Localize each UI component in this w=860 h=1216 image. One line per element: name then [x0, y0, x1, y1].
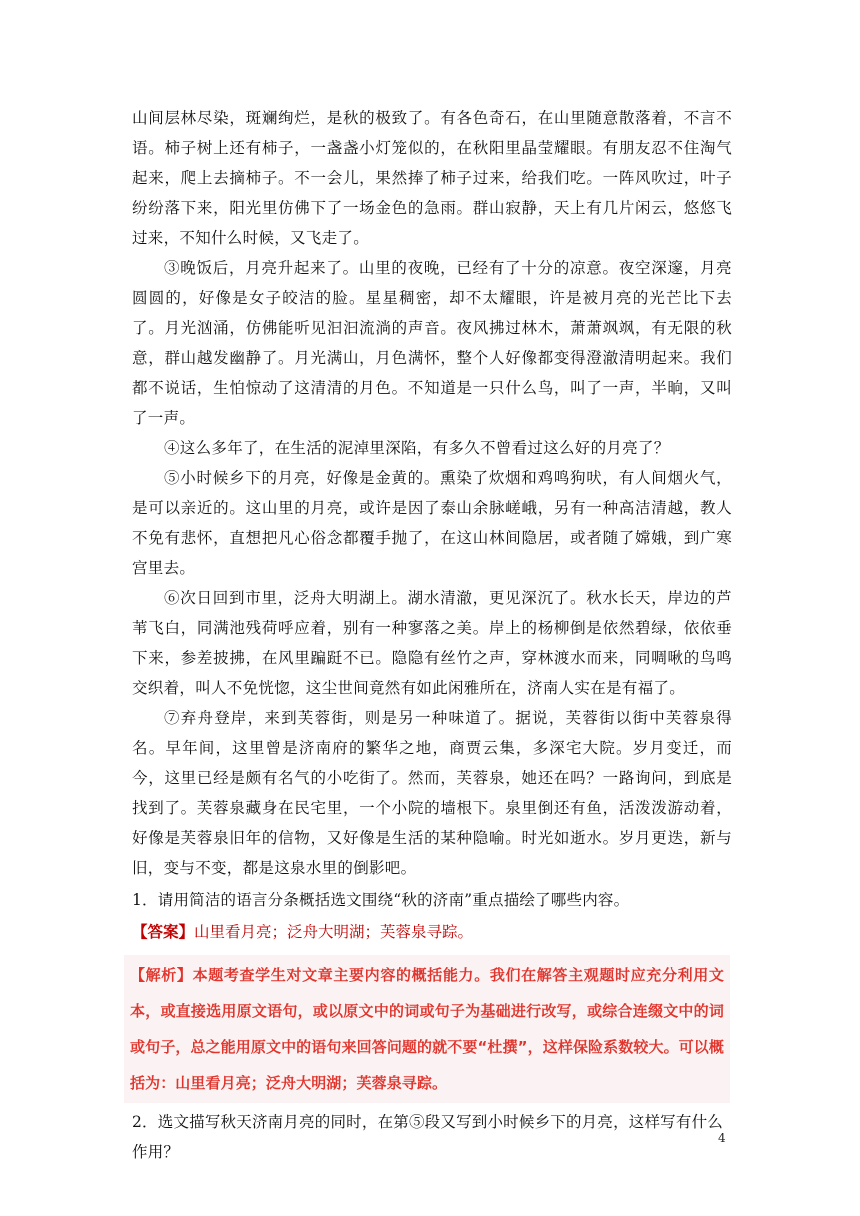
paragraph-7: ⑦弃舟登岸，来到芙蓉街，则是另一种味道了。据说，芙蓉街以街中芙蓉泉得名。早年间，这里曾是济南府的繁华之地，商贾云集，多深宅大院。岁月变迁，而今，这里已经是颇有名气的小吃街了。然而，芙蓉泉，她还在吗？一路询问，到底是找到了。芙蓉泉藏身在民宅里，一个小院的墙根下。泉里倒还有鱼，活泼泼游动着，好像是芙蓉泉旧年的信物，又好像是生活的某种隐喻。时光如逝水。岁月更迭，新与旧，变与不变，都是这泉水里的倒影吧。: [132, 709, 732, 877]
question-1: 1．请用简洁的语言分条概括选文围绕“秋的济南”重点描绘了哪些内容。: [132, 891, 630, 909]
answer-1: [132, 917, 732, 947]
paragraph-1: 山间层林尽染，斑斓绚烂，是秋的极致了。有各色奇石，在山里随意散落着，不言不语。柿子树上还有柿子，一盏盏小灯笼似的，在秋阳里晶莹耀眼。有朋友忍不住淘气起来，爬上去摘柿子。不一会儿，果然捧了柿子过来，给我们吃。一阵风吹过，叶子纷纷落下来，阳光里仿佛下了一场金色的急雨。群山寂静，天上有几片闲云，悠悠飞过来，不知什么时候，又飞走了。: [132, 109, 732, 247]
page-number: 4: [718, 1131, 726, 1145]
paragraph-5: ⑤小时候乡下的月亮，好像是金黄的。熏染了炊烟和鸡鸣狗吠，有人间烟火气，是可以亲近的。这山里的月亮，或许是因了泰山余脉嵯峨，另有一种高洁清越，教人不免有悲怀，直想把凡心俗念都覆手抛了，在这山林间隐居，或者随了嫦娥，到广寒宫里去。: [132, 469, 732, 577]
paragraph-6: ⑥次日回到市里，泛舟大明湖上。湖水清澈，更见深沉了。秋水长天，岸边的芦苇飞白，同满池残荷呼应着，别有一种寥落之美。岸上的杨柳倒是依然碧绿，依依垂下来，参差披拂，在风里蹁跹不已。隐隐有丝竹之声，穿林渡水而来，同啁啾的鸟鸣交织着，叫人不免恍惚，这尘世间竟然有如此闲雅所在，济南人实在是有福了。: [132, 589, 732, 697]
paragraph-3: ③晚饭后，月亮升起来了。山里的夜晚，已经有了十分的凉意。夜空深邃，月亮圆圆的，好像是女子皎洁的脸。星星稠密，却不太耀眼，许是被月亮的光芒比下去了。月光汹涌，仿佛能听见汩汩流淌的声音。夜风拂过林木，萧萧飒飒，有无限的秋意，群山越发幽静了。月光满山，月色满怀，整个人好像都变得澄澈清明起来。我们都不说话，生怕惊动了这清清的月色。不知道是一只什么鸟，叫了一声，半晌，又叫了一声。: [132, 259, 732, 427]
analysis-block: 【解析】本题考查学生对文章主要内容的概括能力。我们在解答主观题时应充分利用文本，或直接选用原文语句，或以原文中的词或句子为基础进行改写，或综合连缀文中的词或句子，总之能用原文中的语句来回答问题的就不要“杜撰”，这样保险系数较大。可以概括为：山里看月亮；泛舟大明湖；芙蓉泉寻踪。: [124, 955, 730, 1103]
answer-text: 山里看月亮；泛舟大明湖；芙蓉泉寻踪。: [194, 923, 474, 941]
document-body: [132, 103, 732, 1167]
question-2: 2．选文描写秋天济南月亮的同时，在第⑤段又写到小时候乡下的月亮，这样写有什么作用？: [132, 1113, 723, 1161]
answer-tag: 【答案】: [132, 922, 195, 941]
paragraph-4: ④这么多年了，在生活的泥淖里深陷，有多久不曾看过这么好的月亮了？: [164, 439, 670, 457]
